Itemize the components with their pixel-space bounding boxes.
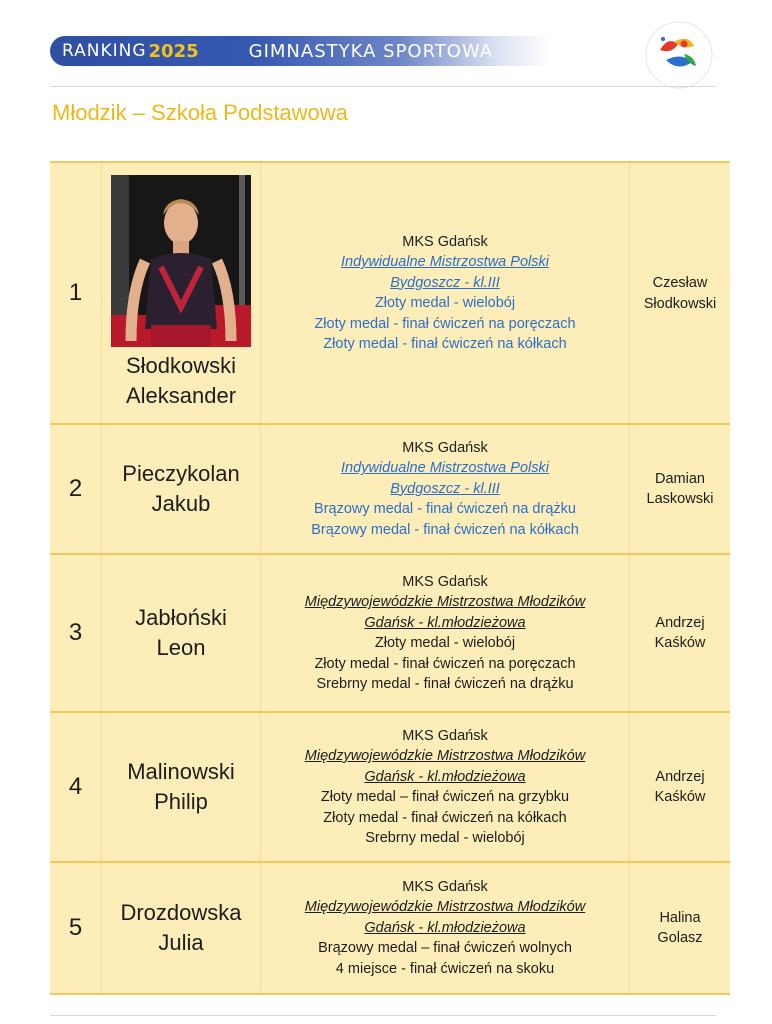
coach-firstname: Andrzej — [655, 768, 705, 785]
athlete-firstname: Leon — [156, 635, 206, 660]
athlete-cell — [102, 424, 261, 554]
rank-cell: 3 — [50, 554, 102, 712]
result-item: Złoty medal - finał ćwiczeń na poręczach — [314, 655, 576, 672]
rank-cell: 4 — [50, 712, 102, 862]
achievements-cell — [261, 712, 630, 862]
coach-surname: Kaśków — [654, 635, 706, 651]
header-banner — [50, 36, 550, 66]
result-item: Złoty medal - finał ćwiczeń na kółkach — [323, 809, 567, 826]
athlete-surname: Malinowski — [127, 759, 235, 784]
athlete-surname: Pieczykolan — [122, 461, 240, 486]
result-item: Brązowy medal - finał ćwiczeń na drążku — [314, 501, 576, 518]
result-item: Brązowy medal - finał ćwiczeń na kółkach — [311, 521, 579, 538]
coach-surname: Kaśków — [654, 789, 706, 805]
competition-title[interactable]: Międzywojewódzkie Mistrzostwa Młodzików — [304, 594, 586, 610]
competition-venue[interactable]: Bydgoszcz - kl.III — [390, 480, 500, 497]
achievements-cell — [261, 162, 630, 424]
coach-surname: Słodkowski — [643, 295, 717, 312]
competition-venue[interactable]: Gdańsk - kl.młodzieżowa — [364, 768, 526, 785]
table-row — [50, 554, 730, 712]
club-name: MKS Gdańsk — [402, 727, 488, 744]
result-item: Srebrny medal - finał ćwiczeń na drążku — [316, 676, 574, 692]
coach-cell — [630, 862, 731, 994]
athlete-surname: Słodkowski — [125, 353, 237, 378]
athlete-cell — [102, 712, 261, 862]
rank-cell: 1 — [50, 162, 102, 424]
page-subtitle: Młodzik – Szkoła Podstawowa — [52, 100, 348, 125]
banner-year: 2025 — [148, 40, 199, 62]
coach-firstname: Halina — [659, 909, 701, 926]
coach-cell — [630, 424, 731, 554]
athlete-cell — [102, 554, 261, 712]
coach-surname: Laskowski — [646, 491, 714, 507]
result-item: Złoty medal - wielobój — [374, 635, 516, 651]
coach-firstname: Czesław — [652, 275, 708, 291]
athlete-firstname: Julia — [158, 930, 204, 955]
athlete-firstname: Jakub — [151, 491, 211, 516]
banner-ranking-word: RANKING — [62, 41, 147, 61]
result-item: Srebrny medal - wielobój — [365, 830, 525, 846]
rank-cell: 2 — [50, 424, 102, 554]
coach-cell — [630, 162, 731, 424]
club-name: MKS Gdańsk — [402, 573, 488, 590]
banner-discipline: GIMNASTYKA SPORTOWA — [248, 40, 494, 62]
coach-firstname: Damian — [655, 470, 705, 487]
athlete-firstname: Aleksander — [125, 383, 237, 408]
athlete-firstname: Philip — [154, 789, 208, 814]
table-row — [50, 162, 730, 424]
rank-cell: 5 — [50, 862, 102, 994]
header-divider — [50, 86, 716, 87]
competition-title[interactable]: Międzywojewódzkie Mistrzostwa Młodzików — [304, 748, 586, 764]
athlete-photo — [111, 175, 251, 347]
coach-cell — [630, 554, 731, 712]
club-name: MKS Gdańsk — [402, 233, 488, 250]
result-item: Złoty medal - finał ćwiczeń na poręczach — [314, 315, 576, 332]
athlete-cell — [102, 162, 261, 424]
federation-logo-icon — [644, 20, 714, 90]
athlete-cell — [102, 862, 261, 994]
ranking-table — [50, 161, 730, 995]
competition-title[interactable]: Indywidualne Mistrzostwa Polski — [341, 460, 549, 477]
competition-title[interactable]: Indywidualne Mistrzostwa Polski — [341, 254, 549, 270]
result-item: Złoty medal - wielobój — [374, 295, 516, 311]
coach-cell — [630, 712, 731, 862]
club-name: MKS Gdańsk — [402, 878, 488, 895]
table-row — [50, 712, 730, 862]
athlete-surname: Jabłoński — [135, 605, 227, 630]
result-item: Złoty medal - finał ćwiczeń na kółkach — [323, 336, 567, 352]
competition-title[interactable]: Międzywojewódzkie Mistrzostwa Młodzików — [304, 899, 586, 916]
competition-venue[interactable]: Gdańsk - kl.młodzieżowa — [364, 919, 526, 936]
result-item: Złoty medal – finał ćwiczeń na grzybku — [320, 789, 570, 805]
coach-firstname: Andrzej — [655, 614, 705, 631]
table-row — [50, 862, 730, 994]
footer-divider — [50, 1015, 716, 1016]
table-row — [50, 424, 730, 554]
achievements-cell — [261, 862, 630, 994]
competition-venue[interactable]: Bydgoszcz - kl.III — [390, 274, 500, 291]
club-name: MKS Gdańsk — [402, 439, 488, 456]
competition-venue[interactable]: Gdańsk - kl.młodzieżowa — [364, 614, 526, 631]
athlete-surname: Drozdowska — [120, 900, 242, 925]
achievements-cell — [261, 424, 630, 554]
result-item: 4 miejsce - finał ćwiczeń na skoku — [335, 960, 555, 977]
result-item: Brązowy medal – finał ćwiczeń wolnych — [318, 940, 572, 957]
achievements-cell — [261, 554, 630, 712]
coach-surname: Golasz — [657, 930, 703, 946]
